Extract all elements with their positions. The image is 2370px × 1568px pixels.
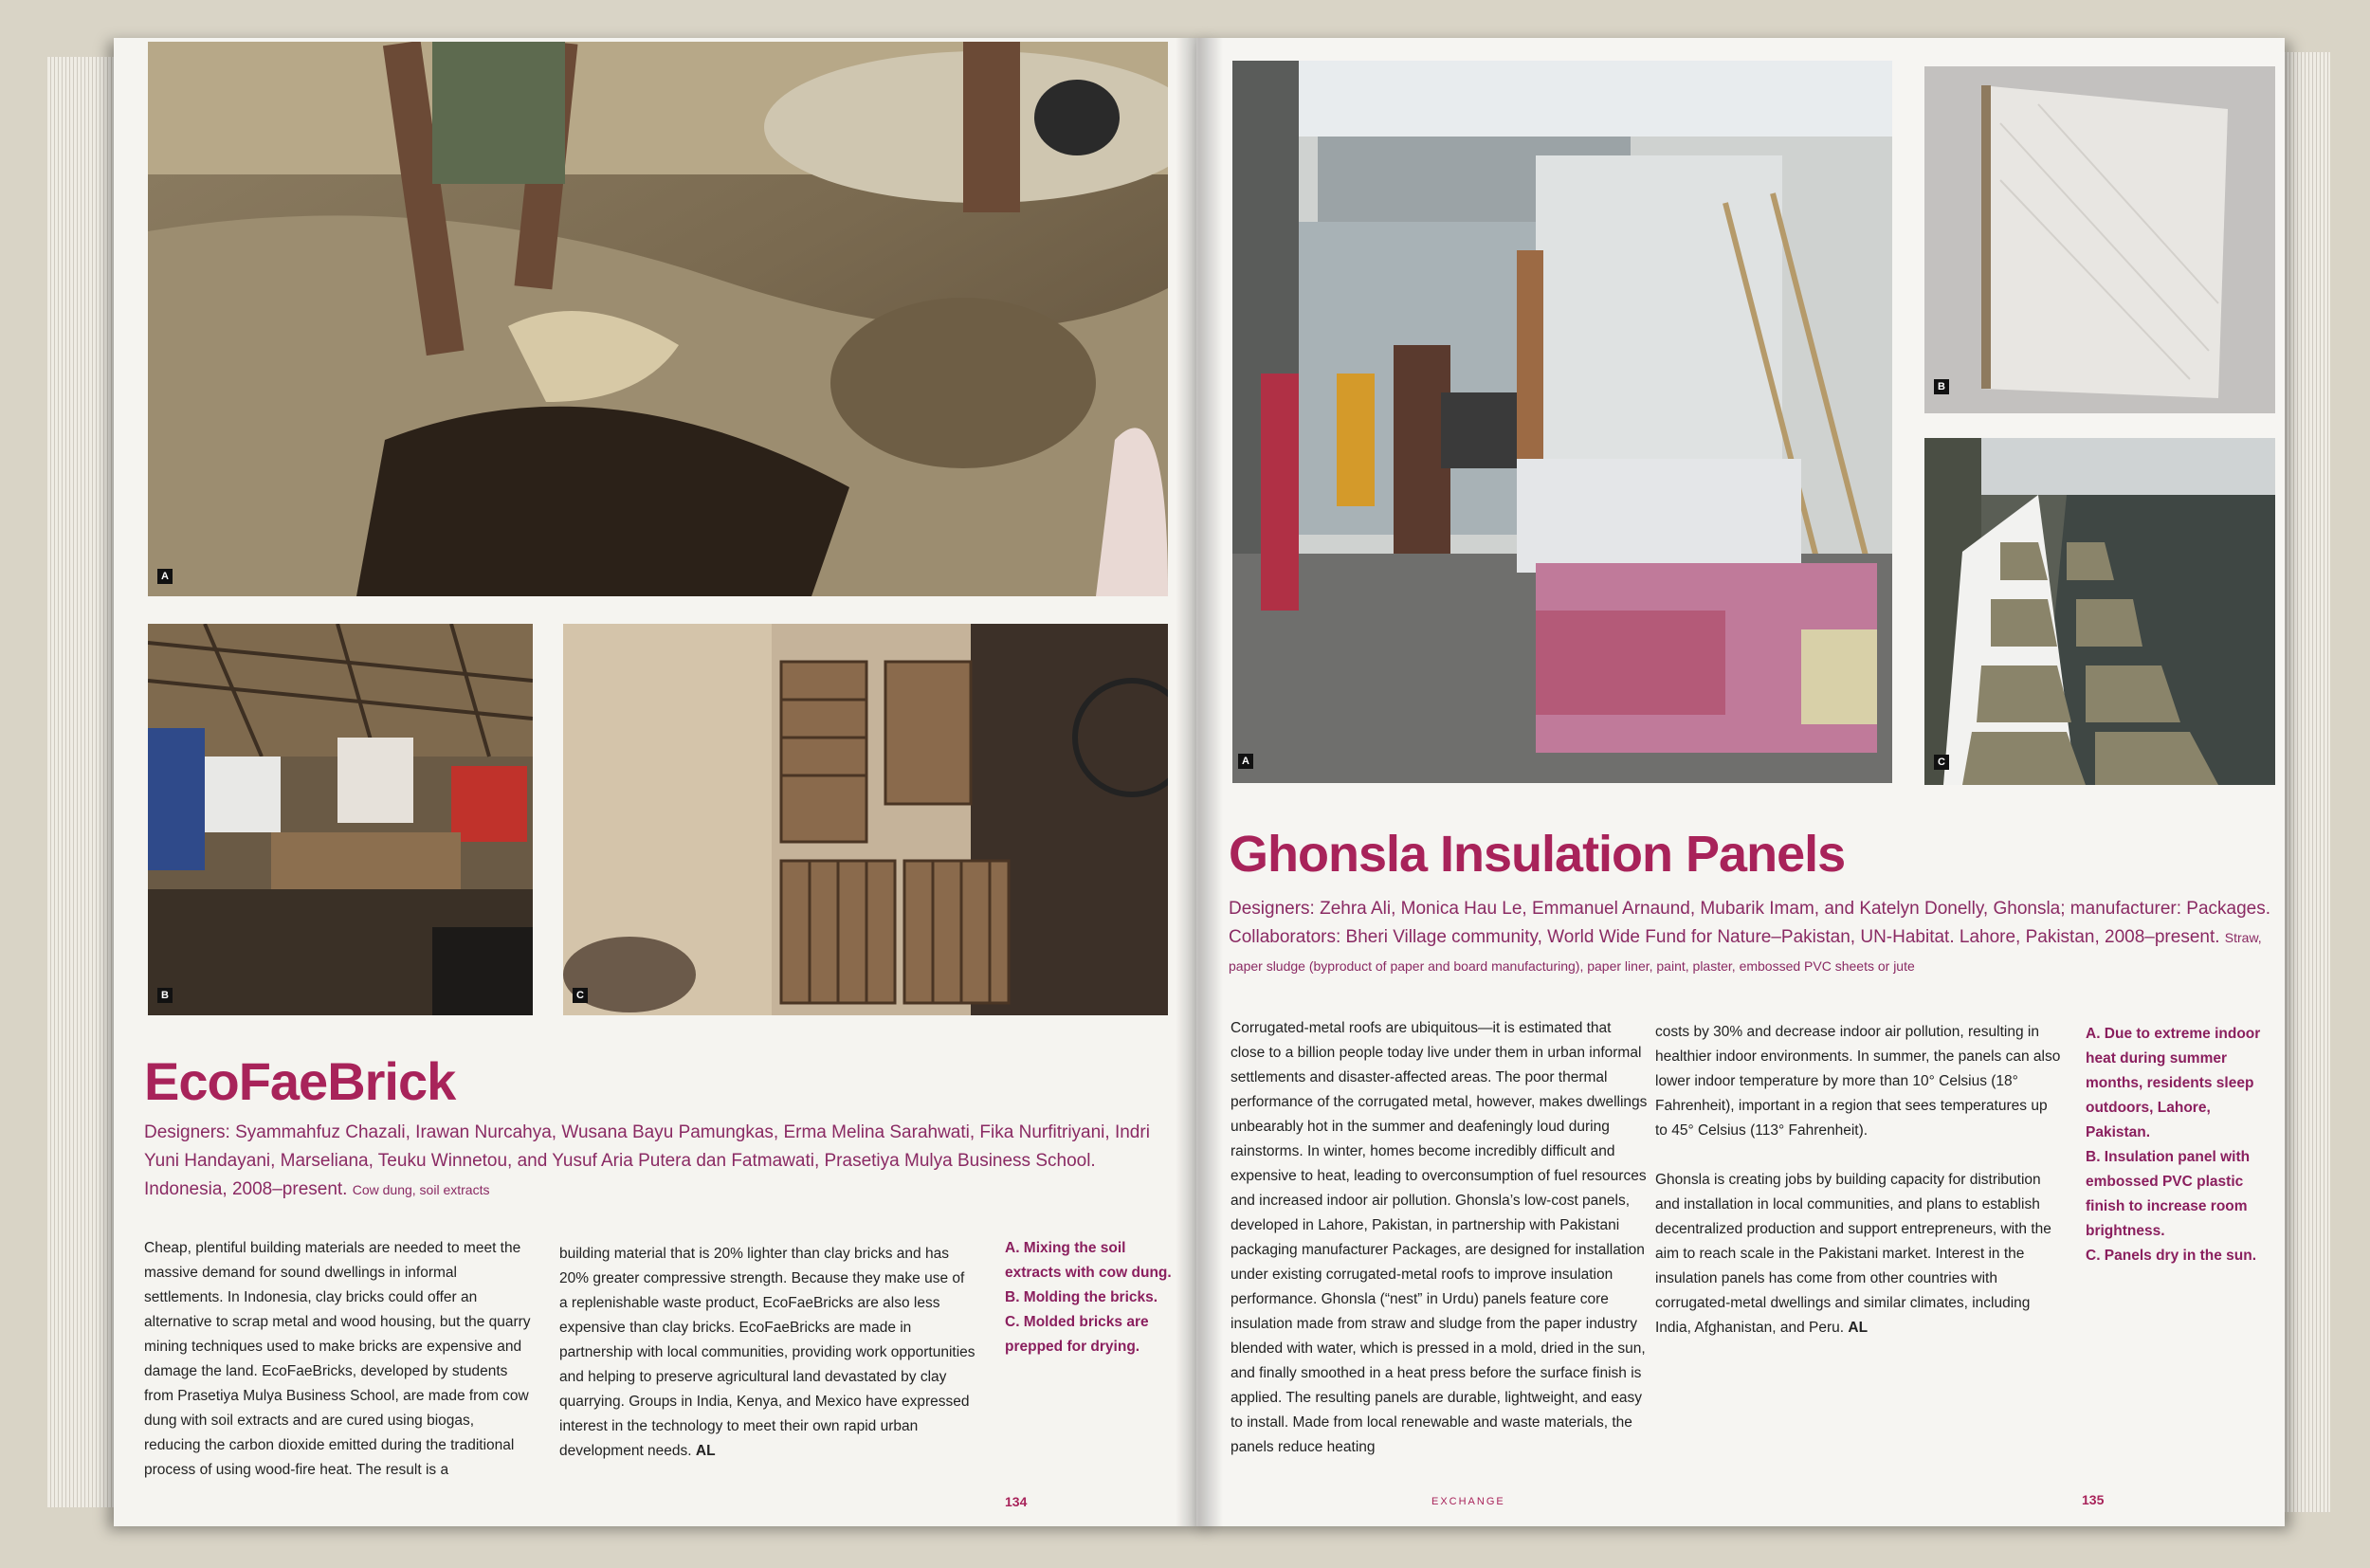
ecofaebrick-designers: Designers: Syammahfuz Chazali, Irawan Nurcahya, Wusana Bayu Pamungkas, Erma Melina Sarahwati, Fika Nurfitriyani, Indri Yuni Handayani, Marseliana, Teuku Winnetou, and Yusuf Aria Putera dan Fatmawati, Prasetiya Mulya Business School. Indonesia, 2008–present.: [144, 1122, 1150, 1199]
ghonsla-title: Ghonsla Insulation Panels: [1229, 826, 1846, 883]
ecofaebrick-caption-b: B. Molding the bricks.: [1005, 1289, 1158, 1305]
ghonsla-signature: AL: [1848, 1320, 1869, 1336]
running-head: EXCHANGE: [1431, 1496, 1505, 1507]
ghonsla-body-col2-text: Ghonsla is creating jobs by building capacity for distribution and installation in local communities, and plans to establish decentralized production and support entrepreneurs, with the aim to reach scale in the Pakistani market. Interest in the insulation panels has come from other countries with corrugated-metal dwellings and similar climates, including India, Afghanistan, and Peru.: [1655, 1172, 2051, 1336]
right-photo-label-a: A: [1238, 754, 1253, 769]
ecofaebrick-caption-c: C. Molded bricks are prepped for drying.: [1005, 1314, 1149, 1355]
ghonsla-materials: Straw, paper sludge (byproduct of paper and board manufacturing), paper liner, paint, plaster, embossed PVC sheets or jute: [1229, 930, 2262, 974]
ecofaebrick-caption-a: A. Mixing the soil extracts with cow dung.: [1005, 1240, 1172, 1281]
ghonsla-body-col1: Corrugated-metal roofs are ubiquitous—it is estimated that close to a billion people today live under them in urban informal settlements and disaster-affected areas. The poor thermal performance of the corrugated metal, however, makes dwellings unbearably hot in the summer and deafeningly loud during rainstorms. In winter, homes become incredibly difficult and expensive to heat, leading to overconsumption of fuel resources and increased indoor air pollution. Ghonsla’s low-cost panels, developed in Lahore, Pakistan, in partnership with Pakistani packaging manufacturer Packages, are designed for installation under existing corrugated-metal roofs to improve insulation performance. Ghonsla (“nest” in Urdu) panels feature core insulation made from straw and sludge from the paper industry blended with water, which is pressed in a mold, dried in the sun, and finally smoothed in a heat press before the surface finish is applied. The resulting panels are durable, lightweight, and easy to install. Made from local renewable and waste materials, the panels reduce heating: [1231, 1020, 1648, 1455]
photo-label-a: A: [157, 569, 173, 584]
ecofaebrick-captions: [1005, 1236, 1176, 1359]
ecofaebrick-materials: Cow dung, soil extracts: [352, 1182, 490, 1197]
photo-molded-bricks: [563, 624, 1168, 1015]
ghonsla-credits: [1229, 895, 2271, 980]
ghonsla-caption-b: B. Insulation panel with embossed PVC plastic finish to increase room brightness.: [2086, 1149, 2251, 1239]
photo-molding-bricks: [148, 624, 533, 1015]
page-number-left: 134: [1005, 1494, 1028, 1509]
ghonsla-caption-c: C. Panels dry in the sun.: [2086, 1248, 2257, 1264]
photo-panels-drying: [1924, 438, 2275, 785]
ecofaebrick-credits: [144, 1119, 1168, 1204]
ghonsla-body-col2: [1655, 1020, 2063, 1340]
ecofaebrick-body-col2: [559, 1242, 976, 1464]
page-number-right: 135: [2082, 1492, 2105, 1507]
ghonsla-caption-a: A. Due to extreme indoor heat during summer months, residents sleep outdoors, Lahore, Pakistan.: [2086, 1026, 2261, 1140]
book-gutter: [1176, 38, 1223, 1526]
photo-courtyard: [1232, 61, 1892, 783]
ghonsla-body-col2-para2: [1655, 1168, 2063, 1340]
left-page-stack-edge: [47, 57, 121, 1507]
ecofaebrick-body-col1: Cheap, plentiful building materials are needed to meet the massive demand for sound dwellings in informal settlements. In Indonesia, clay bricks could offer an alternative to scrap metal and wood housing, but the quarry mining techniques used to make bricks are expensive and damage the land. EcoFaeBricks, developed by students from Prasetiya Mulya Business School, are made from cow dung with soil extracts and are cured using biogas, reducing the carbon dioxide emitted during the traditional process of using wood-fire heat. The result is a: [144, 1240, 531, 1478]
photo-insulation-panel: [1924, 66, 2275, 413]
photo-mixing-soil: [148, 42, 1168, 596]
photo-label-c: C: [573, 988, 588, 1003]
right-photo-label-c: C: [1934, 755, 1949, 770]
ghonsla-designers: Designers: Zehra Ali, Monica Hau Le, Emmanuel Arnaund, Mubarik Imam, and Katelyn Donelly, Ghonsla; manufacturer: Packages. Collaborators: Bheri Village community, World Wide Fund for Nature–Pakistan, UN-Habitat. Lahore, Pakistan, 2008–present.: [1229, 899, 2271, 947]
ecofaebrick-body-col2-text: building material that is 20% lighter than clay bricks and has 20% greater compressive strength. Because they make use of a replenishable waste product, EcoFaeBricks are also less expensive than clay bricks. EcoFaeBricks are made in partnership with local communities, providing work opportunities and helping to preserve agricultural land devastated by clay quarrying. Groups in India, Kenya, and Mexico have expressed interest in the technology to meet their own rapid urban development needs.: [559, 1246, 975, 1459]
ghonsla-captions: [2086, 1022, 2275, 1268]
ecofaebrick-title: EcoFaeBrick: [144, 1051, 456, 1111]
photo-label-b: B: [157, 988, 173, 1003]
ecofaebrick-signature: AL: [695, 1443, 716, 1459]
right-photo-label-b: B: [1934, 379, 1949, 394]
ghonsla-body-col2-para1: costs by 30% and decrease indoor air pollution, resulting in healthier indoor environments. In summer, the panels can also lower indoor temperature by more than 10° Celsius (18° Fahrenheit), important in a region that sees temperatures up to 45° Celsius (113° Fahrenheit).: [1655, 1024, 2061, 1139]
